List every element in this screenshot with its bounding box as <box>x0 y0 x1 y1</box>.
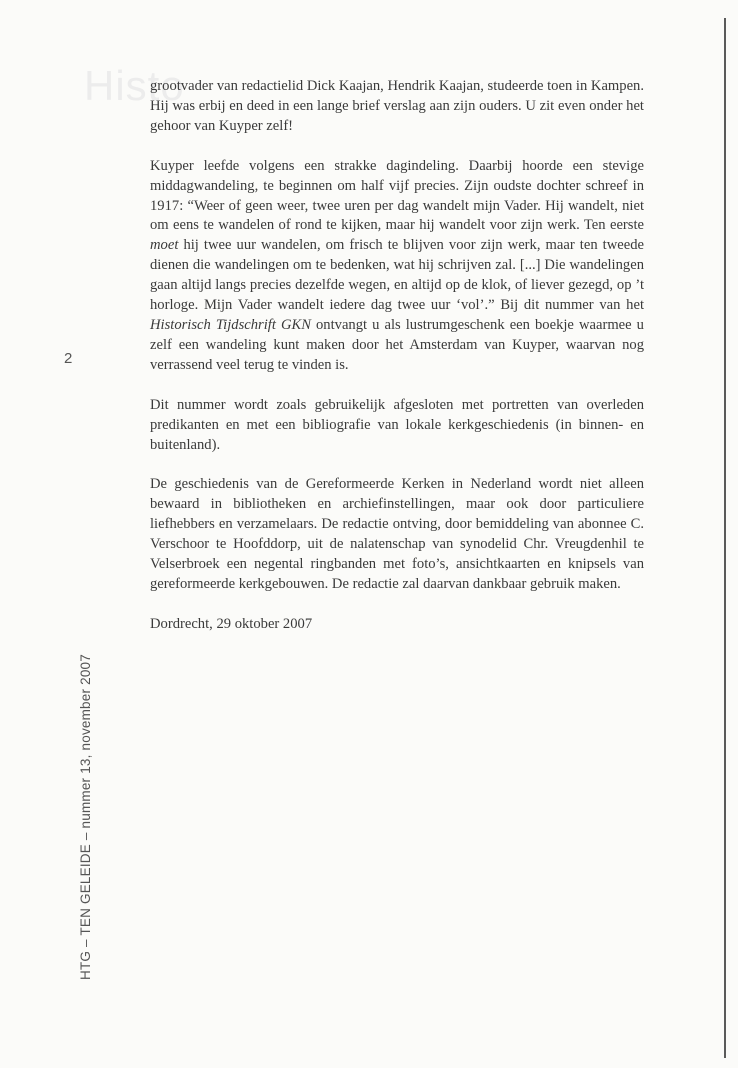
body-text <box>150 77 644 655</box>
page-edge-line <box>724 18 726 1058</box>
running-footer: HTG – TEN GELEIDE – nummer 13, november 2007 <box>78 654 93 980</box>
paragraph-2-emphasis-moet: moet <box>150 237 179 254</box>
paragraph-3: Dit nummer wordt zoals gebruikelijk afgesloten met portretten van overleden predikanten en met een bibliografie van lokale kerkgeschiedenis (in binnen- en buitenland). <box>150 396 644 453</box>
page-number: 2 <box>64 350 73 367</box>
paragraph-1: grootvader van redactielid Dick Kaajan, Hendrik Kaajan, studeerde toen in Kampen. Hij was erbij en deed in een lange brief verslag aan zijn ouders. U zit even onder het gehoor van Kuyper zelf! <box>150 78 644 134</box>
paragraph-4: De geschiedenis van de Gereformeerde Kerken in Nederland wordt niet alleen bewaard in bibliotheken en archiefinstellingen, maar ook door particuliere liefhebbers en verzamelaars. De redactie ontving, door bemiddeling van abonnee C. Verschoor te Hoofddorp, uit de nalatenschap van synodelid Chr. Vreugdenhil te Velserbroek een negental ringbanden met foto’s, ansichtkaarten en knipsels van gereformeerde kerkgebouwen. De redactie zal daarvan dankbaar gebruik maken. <box>150 476 644 592</box>
bleed-through-heading: Histo <box>84 62 185 109</box>
paragraph-2-journal-title: Historisch Tijdschrift GKN <box>150 316 311 333</box>
paragraph-2-text-a: Kuyper leefde volgens een strakke dagindeling. Daarbij hoorde een stevige middagwandeling, te beginnen om half vijf precies. Zijn oudste dochter schreef in 1917: “Weer of geen weer, twee uren per dag wandelt mijn Vader. Hij wandelt, niet om eens te wandelen of rond te kijken, maar hij wandelt voor zijn werk. Ten eerste <box>150 157 644 234</box>
dateline: Dordrecht, 29 oktober 2007 <box>150 615 313 632</box>
paragraph-2-text-c: ontvangt u als lustrumgeschenk een boekje waarmee u zelf een wandeling kunt maken door het Amsterdam van Kuyper, waarvan nog verrassend veel terug te vinden is. <box>150 316 644 373</box>
paragraph-2 <box>150 157 644 376</box>
paragraph-2-text-b: hij twee uur wandelen, om frisch te blijven voor zijn werk, maar ten tweede dienen die wandelingen om te bedenken, wat hij schrijven zal. [...] Die wandelingen gaan altijd langs precies dezelfde wegen, en altijd op de klok, of liever gezegd, op ’t horloge. Mijn Vader wandelt iedere dag twee uur ‘vol’.” Bij dit nummer van het <box>150 237 644 314</box>
